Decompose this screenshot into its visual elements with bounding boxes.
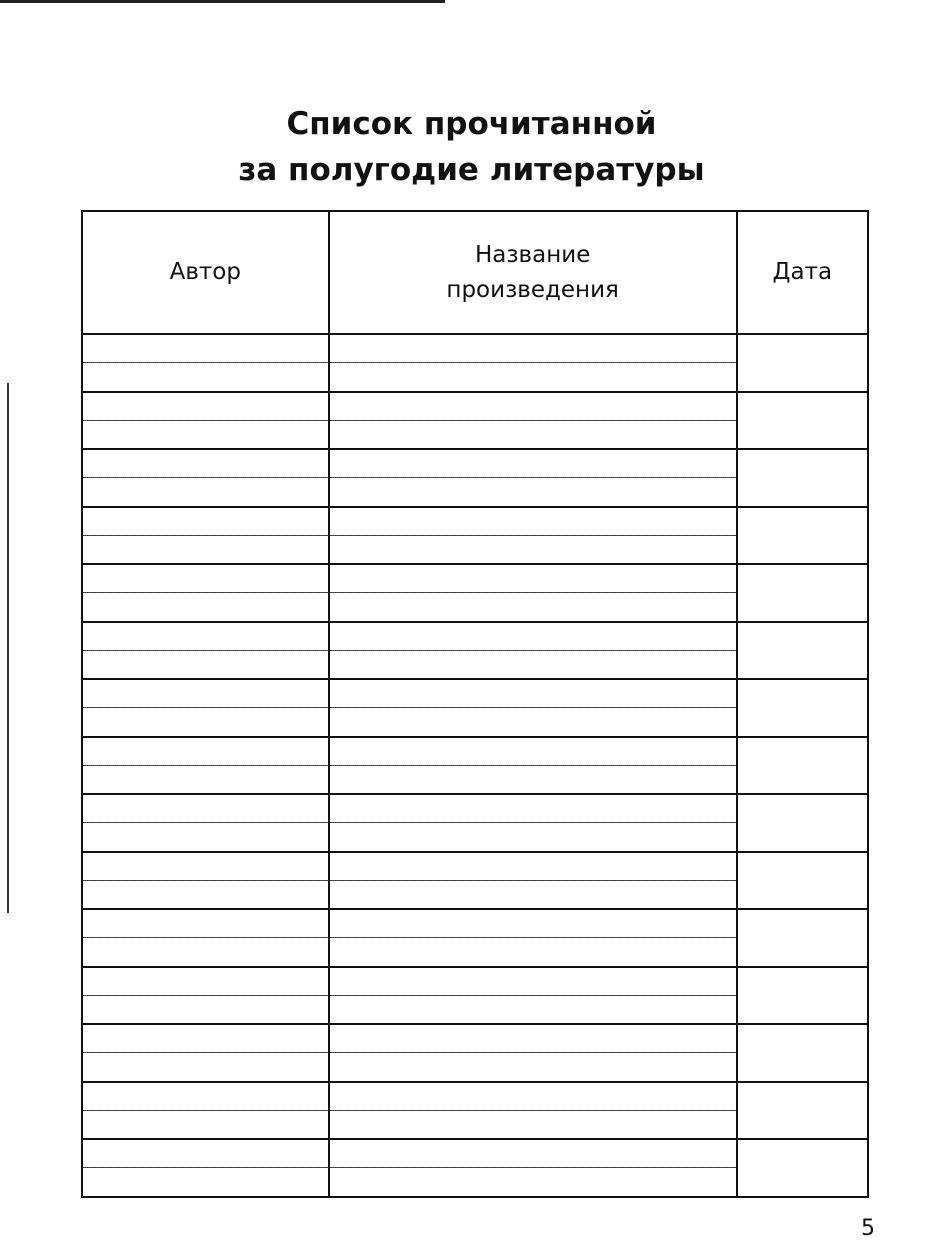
- table-row: [82, 507, 868, 565]
- work-title-cell[interactable]: [329, 392, 737, 450]
- author-cell[interactable]: [82, 622, 329, 680]
- table-row: [82, 852, 868, 910]
- work-title-cell[interactable]: [329, 794, 737, 852]
- table-row: [82, 564, 868, 622]
- date-cell[interactable]: [737, 737, 868, 795]
- author-cell[interactable]: [82, 967, 329, 1025]
- author-cell[interactable]: [82, 737, 329, 795]
- author-cell[interactable]: [82, 334, 329, 392]
- author-cell[interactable]: [82, 679, 329, 737]
- header-row: [82, 211, 868, 334]
- page-title: [0, 101, 943, 193]
- work-title-cell[interactable]: [329, 1082, 737, 1140]
- date-cell[interactable]: [737, 564, 868, 622]
- date-cell[interactable]: [737, 1082, 868, 1140]
- table-row: [82, 794, 868, 852]
- date-cell[interactable]: [737, 967, 868, 1025]
- table-row: [82, 909, 868, 967]
- work-title-cell[interactable]: [329, 967, 737, 1025]
- header-work-title-line-1: Название: [474, 241, 591, 268]
- header-date: Дата: [737, 211, 868, 334]
- work-title-cell[interactable]: [329, 679, 737, 737]
- scan-edge-left: [7, 383, 9, 913]
- table-body: [82, 334, 868, 1197]
- date-cell[interactable]: [737, 1024, 868, 1082]
- date-cell[interactable]: [737, 852, 868, 910]
- work-title-cell[interactable]: [329, 334, 737, 392]
- reading-list-table: [81, 210, 869, 1198]
- scan-edge-top: [0, 0, 445, 3]
- title-line-2: за полугодие литературы: [238, 151, 705, 188]
- author-cell[interactable]: [82, 392, 329, 450]
- date-cell[interactable]: [737, 392, 868, 450]
- table-row: [82, 1139, 868, 1197]
- work-title-cell[interactable]: [329, 449, 737, 507]
- table-row: [82, 737, 868, 795]
- work-title-cell[interactable]: [329, 852, 737, 910]
- work-title-cell[interactable]: [329, 1139, 737, 1197]
- author-cell[interactable]: [82, 1139, 329, 1197]
- table-row: [82, 679, 868, 737]
- work-title-cell[interactable]: [329, 507, 737, 565]
- header-work-title-line-2: произведения: [446, 276, 619, 303]
- author-cell[interactable]: [82, 794, 329, 852]
- date-cell[interactable]: [737, 622, 868, 680]
- date-cell[interactable]: [737, 334, 868, 392]
- work-title-cell[interactable]: [329, 1024, 737, 1082]
- table-row: [82, 1082, 868, 1140]
- author-cell[interactable]: [82, 507, 329, 565]
- author-cell[interactable]: [82, 1024, 329, 1082]
- date-cell[interactable]: [737, 449, 868, 507]
- table-row: [82, 334, 868, 392]
- table-row: [82, 967, 868, 1025]
- table-row: [82, 1024, 868, 1082]
- work-title-cell[interactable]: [329, 909, 737, 967]
- author-cell[interactable]: [82, 1082, 329, 1140]
- date-cell[interactable]: [737, 1139, 868, 1197]
- date-cell[interactable]: [737, 507, 868, 565]
- header-work-title: [329, 211, 737, 334]
- author-cell[interactable]: [82, 852, 329, 910]
- table-row: [82, 449, 868, 507]
- table-row: [82, 392, 868, 450]
- date-cell[interactable]: [737, 909, 868, 967]
- date-cell[interactable]: [737, 679, 868, 737]
- author-cell[interactable]: [82, 909, 329, 967]
- author-cell[interactable]: [82, 449, 329, 507]
- header-author: Автор: [82, 211, 329, 334]
- work-title-cell[interactable]: [329, 737, 737, 795]
- page-number: 5: [861, 1216, 875, 1241]
- date-cell[interactable]: [737, 794, 868, 852]
- title-line-1: Список прочитанной: [286, 105, 657, 142]
- table-row: [82, 622, 868, 680]
- work-title-cell[interactable]: [329, 564, 737, 622]
- author-cell[interactable]: [82, 564, 329, 622]
- work-title-cell[interactable]: [329, 622, 737, 680]
